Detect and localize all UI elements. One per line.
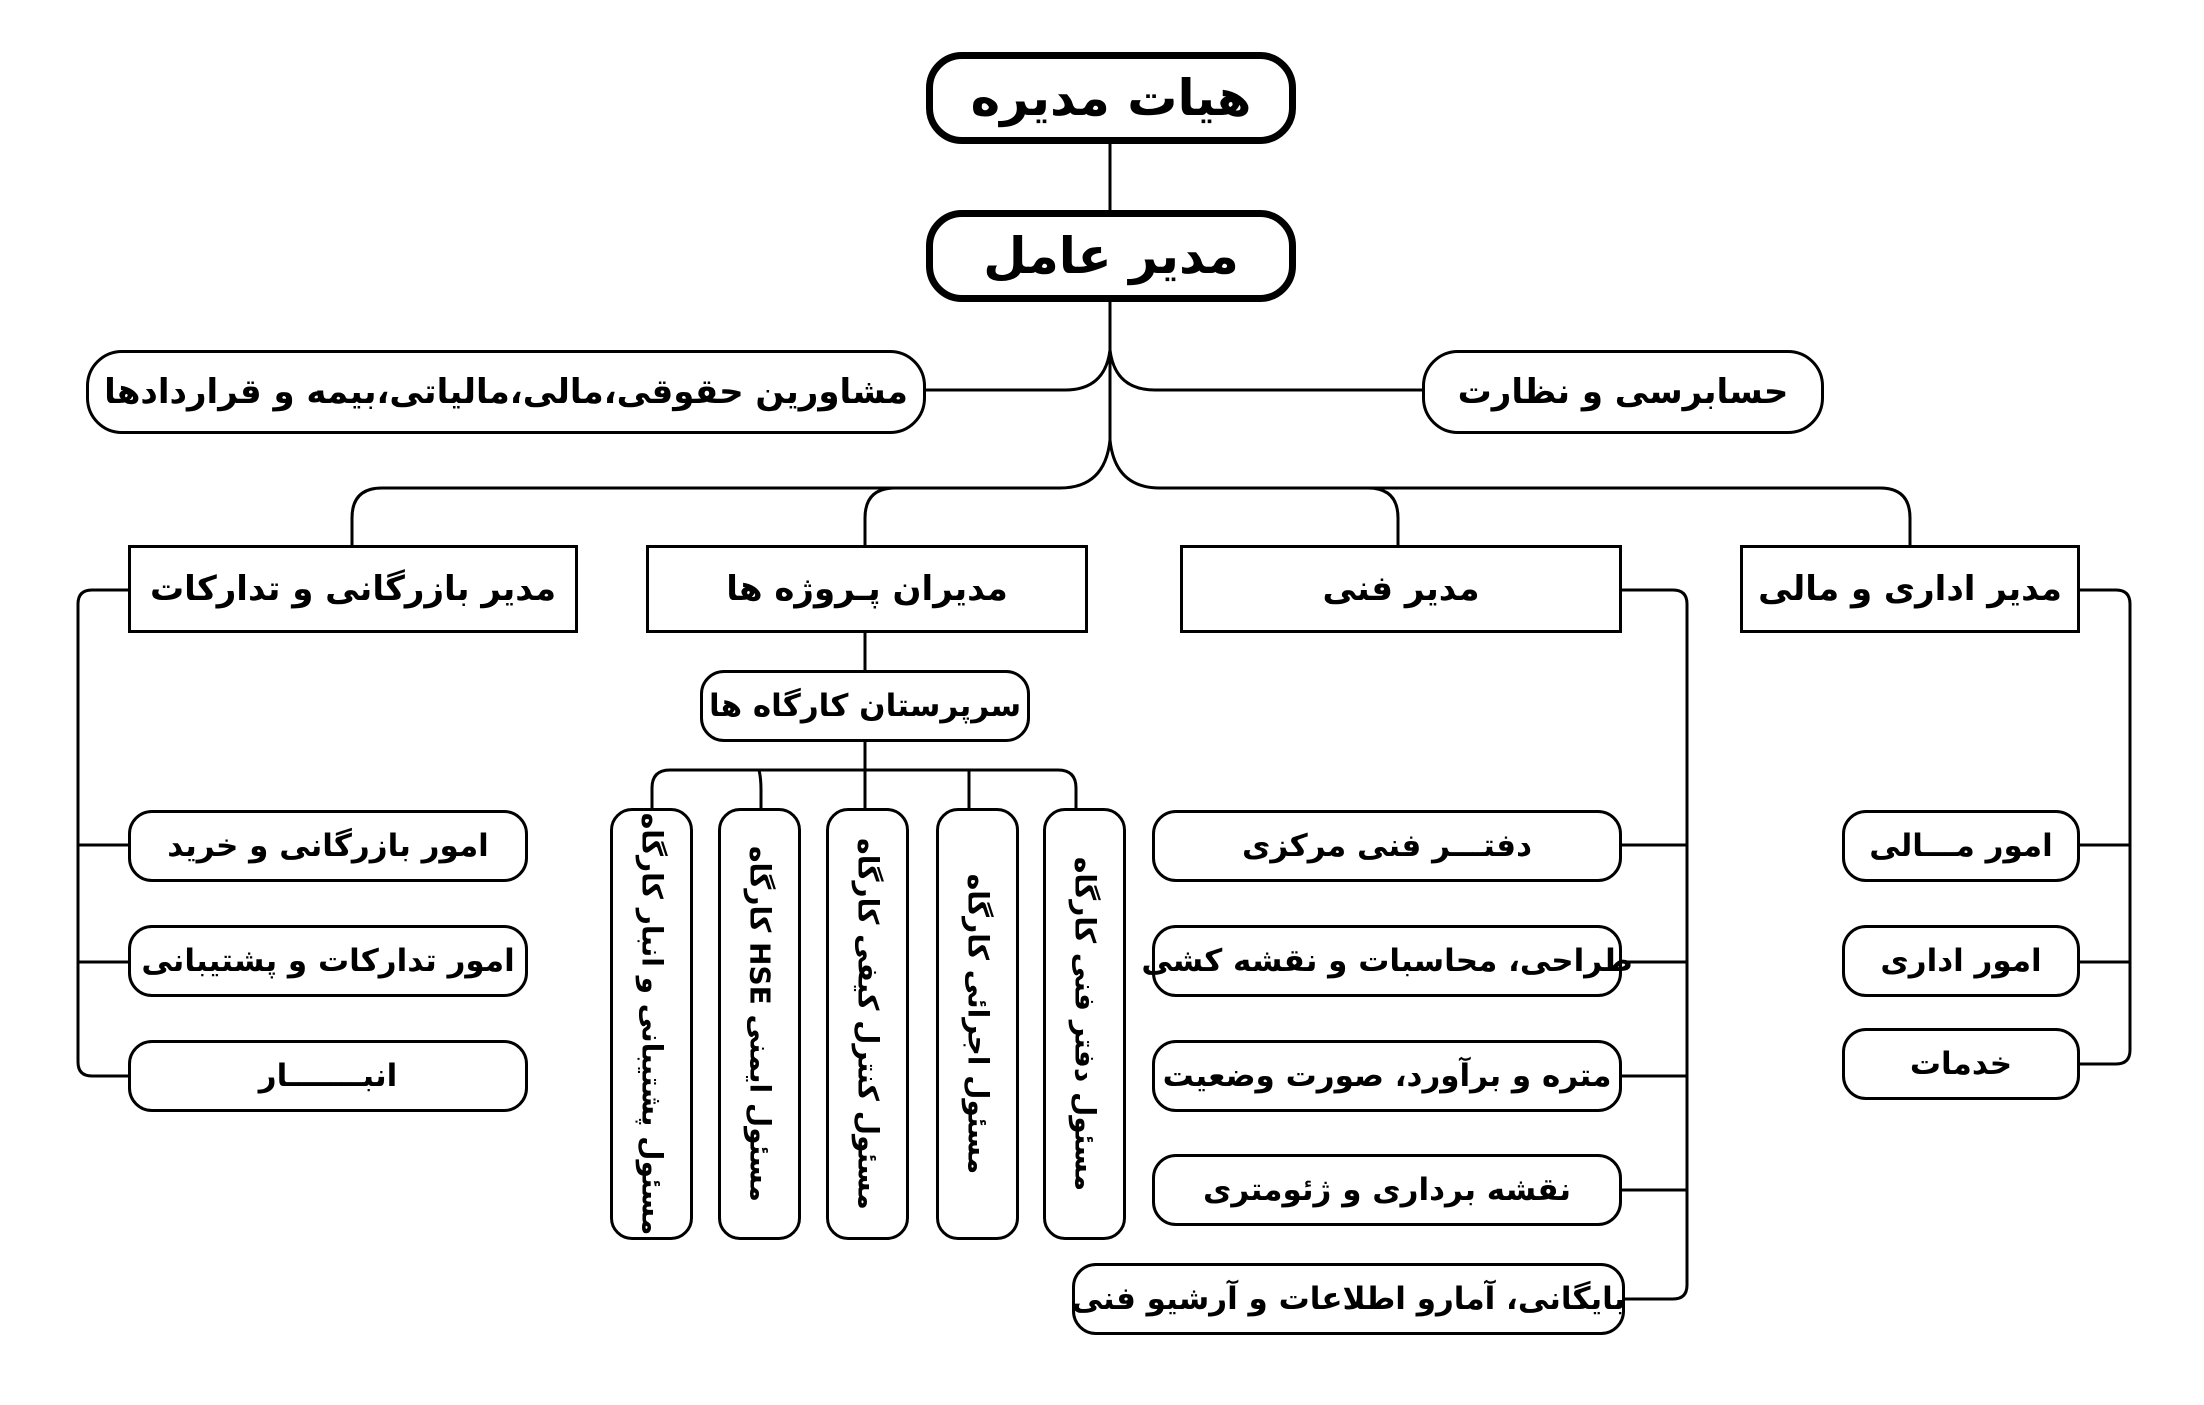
project-managers	[646, 545, 1088, 633]
technical-archive	[1072, 1263, 1625, 1335]
finance-affairs	[1842, 810, 2080, 882]
quantity-estimation	[1152, 1040, 1622, 1112]
technical-title: مدیر فنی	[1322, 569, 1480, 609]
projects-title: مدیران پـروژه ها	[726, 569, 1008, 609]
ceo	[926, 210, 1296, 302]
finance-affairs-label: امور مـــالی	[1869, 828, 2053, 864]
site-supervisors-label: سرپرستان کارگاه ها	[708, 688, 1022, 724]
central-technical-office	[1152, 810, 1622, 882]
administrative-affairs	[1842, 925, 2080, 997]
central-technical-office-label: دفتـــر فنی مرکزی	[1241, 828, 1533, 864]
technical-archive-label: بایگانی، آمارو اطلاعات و آرشیو فنی	[1071, 1281, 1626, 1317]
commerce-title: مدیر بازرگانی و تدارکات	[150, 569, 556, 609]
site-support-warehouse-officer	[610, 808, 693, 1240]
board-of-directors	[926, 52, 1296, 144]
site-execution-officer	[936, 808, 1019, 1240]
warehouse	[128, 1040, 528, 1112]
audit-label: حسابرسی و نظارت	[1457, 372, 1789, 412]
site-execution-label: مسئول اجرائی کارگاه	[961, 873, 994, 1175]
board-label: هیات مدیره	[970, 69, 1252, 127]
warehouse-label: انبـــــــار	[258, 1058, 398, 1094]
services	[1842, 1028, 2080, 1100]
advisors	[86, 350, 926, 434]
advisors-label: مشاورین حقوقی،مالی،مالیاتی،بیمه و قراردادها	[104, 372, 908, 412]
site-hse-label: مسئول ایمنی HSE کارگاه	[743, 846, 776, 1202]
site-technical-office-label: مسئول دفتر فنی کارگاه	[1068, 856, 1101, 1192]
surveying-geometry	[1152, 1154, 1622, 1226]
procurement-support-label: امور تدارکات و پشتیبانی	[141, 943, 515, 979]
commerce-purchasing	[128, 810, 528, 882]
site-support-warehouse-label: مسئول پشتیبانی و انبار کارگاه	[635, 812, 668, 1236]
site-hse-officer	[718, 808, 801, 1240]
administrative-affairs-label: امور اداری	[1880, 943, 2042, 979]
admin-finance-manager	[1740, 545, 2080, 633]
site-quality-control-officer	[826, 808, 909, 1240]
surveying-label: نقشه برداری و ژئومتری	[1202, 1172, 1572, 1208]
technical-manager	[1180, 545, 1622, 633]
admin-finance-title: مدیر اداری و مالی	[1758, 569, 2062, 609]
ceo-label: مدیر عامل	[983, 227, 1239, 285]
site-quality-control-label: مسئول کنترل کیفی کارگاه	[851, 838, 884, 1210]
commerce-purchasing-label: امور بازرگانی و خرید	[167, 828, 489, 864]
design-calculation-drafting	[1141, 925, 1633, 997]
services-label: خدمات	[1909, 1046, 2013, 1082]
site-technical-office-officer	[1043, 808, 1126, 1240]
quantity-estimation-label: متره و برآورد، صورت وضعیت	[1162, 1058, 1612, 1094]
audit-and-supervision	[1422, 350, 1824, 434]
site-supervisors	[700, 670, 1030, 742]
design-calculation-label: طراحی، محاسبات و نقشه کشی	[1141, 943, 1633, 979]
procurement-support	[128, 925, 528, 997]
commerce-procurement-manager	[128, 545, 578, 633]
